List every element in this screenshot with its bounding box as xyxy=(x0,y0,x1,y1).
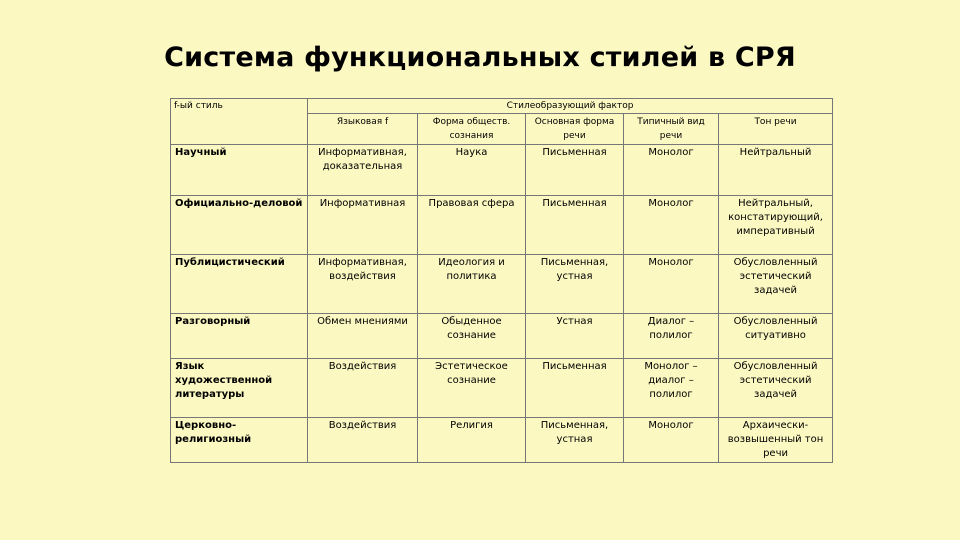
table-cell: Обыденное сознание xyxy=(418,314,526,359)
table-cell: Архаически-возвышенный тон речи xyxy=(719,418,833,463)
table-cell: Наука xyxy=(418,145,526,196)
column-header: Языковая f xyxy=(308,114,418,145)
table-cell: Устная xyxy=(526,314,624,359)
table-cell: Обусловленный ситуативно xyxy=(719,314,833,359)
column-header: Форма обществ. сознания xyxy=(418,114,526,145)
style-name: Разговорный xyxy=(171,314,308,359)
table-row xyxy=(171,359,833,418)
page-title: Система функциональных стилей в СРЯ xyxy=(164,42,796,73)
table-cell: Монолог xyxy=(624,196,719,255)
table-cell: Воздействия xyxy=(308,359,418,418)
table-row xyxy=(171,314,833,359)
table-cell: Информативная, доказательная xyxy=(308,145,418,196)
corner-label: f-ый стиль xyxy=(171,99,308,114)
column-header: Тон речи xyxy=(719,114,833,145)
group-header: Стилеобразующий фактор xyxy=(308,99,833,114)
style-name: Официально-деловой xyxy=(171,196,308,255)
table-cell: Письменная, устная xyxy=(526,418,624,463)
table-cell: Правовая сфера xyxy=(418,196,526,255)
table-cell: Письменная xyxy=(526,359,624,418)
table-cell: Нейтральный xyxy=(719,145,833,196)
table-cell: Диалог – полилог xyxy=(624,314,719,359)
styles-table xyxy=(170,98,833,463)
style-name: Публицистический xyxy=(171,255,308,314)
column-header: Типичный вид речи xyxy=(624,114,719,145)
table-cell: Монолог xyxy=(624,418,719,463)
table-subheader-row xyxy=(171,114,833,145)
table-cell: Нейтральный, констатирующий, императивный xyxy=(719,196,833,255)
table-cell: Воздействия xyxy=(308,418,418,463)
style-name: Научный xyxy=(171,145,308,196)
table-cell: Письменная, устная xyxy=(526,255,624,314)
table-cell: Монолог xyxy=(624,145,719,196)
column-header: Основная форма речи xyxy=(526,114,624,145)
table-cell: Информативная, воздействия xyxy=(308,255,418,314)
table-row xyxy=(171,145,833,196)
table-header-row xyxy=(171,99,833,114)
table-cell: Письменная xyxy=(526,145,624,196)
table-cell: Религия xyxy=(418,418,526,463)
table-cell: Монолог xyxy=(624,255,719,314)
style-name: Церковно-религиозный xyxy=(171,418,308,463)
table-cell: Обусловленный эстетический задачей xyxy=(719,255,833,314)
table-cell: Идеология и политика xyxy=(418,255,526,314)
corner-blank xyxy=(171,114,308,145)
table-row xyxy=(171,418,833,463)
table-cell: Обмен мнениями xyxy=(308,314,418,359)
table-row xyxy=(171,196,833,255)
table-cell: Монолог – диалог – полилог xyxy=(624,359,719,418)
table-row xyxy=(171,255,833,314)
table-cell: Информативная xyxy=(308,196,418,255)
table-cell: Письменная xyxy=(526,196,624,255)
style-name: Язык художественной литературы xyxy=(171,359,308,418)
table-cell: Обусловленный эстетический задачей xyxy=(719,359,833,418)
table-cell: Эстетическое сознание xyxy=(418,359,526,418)
